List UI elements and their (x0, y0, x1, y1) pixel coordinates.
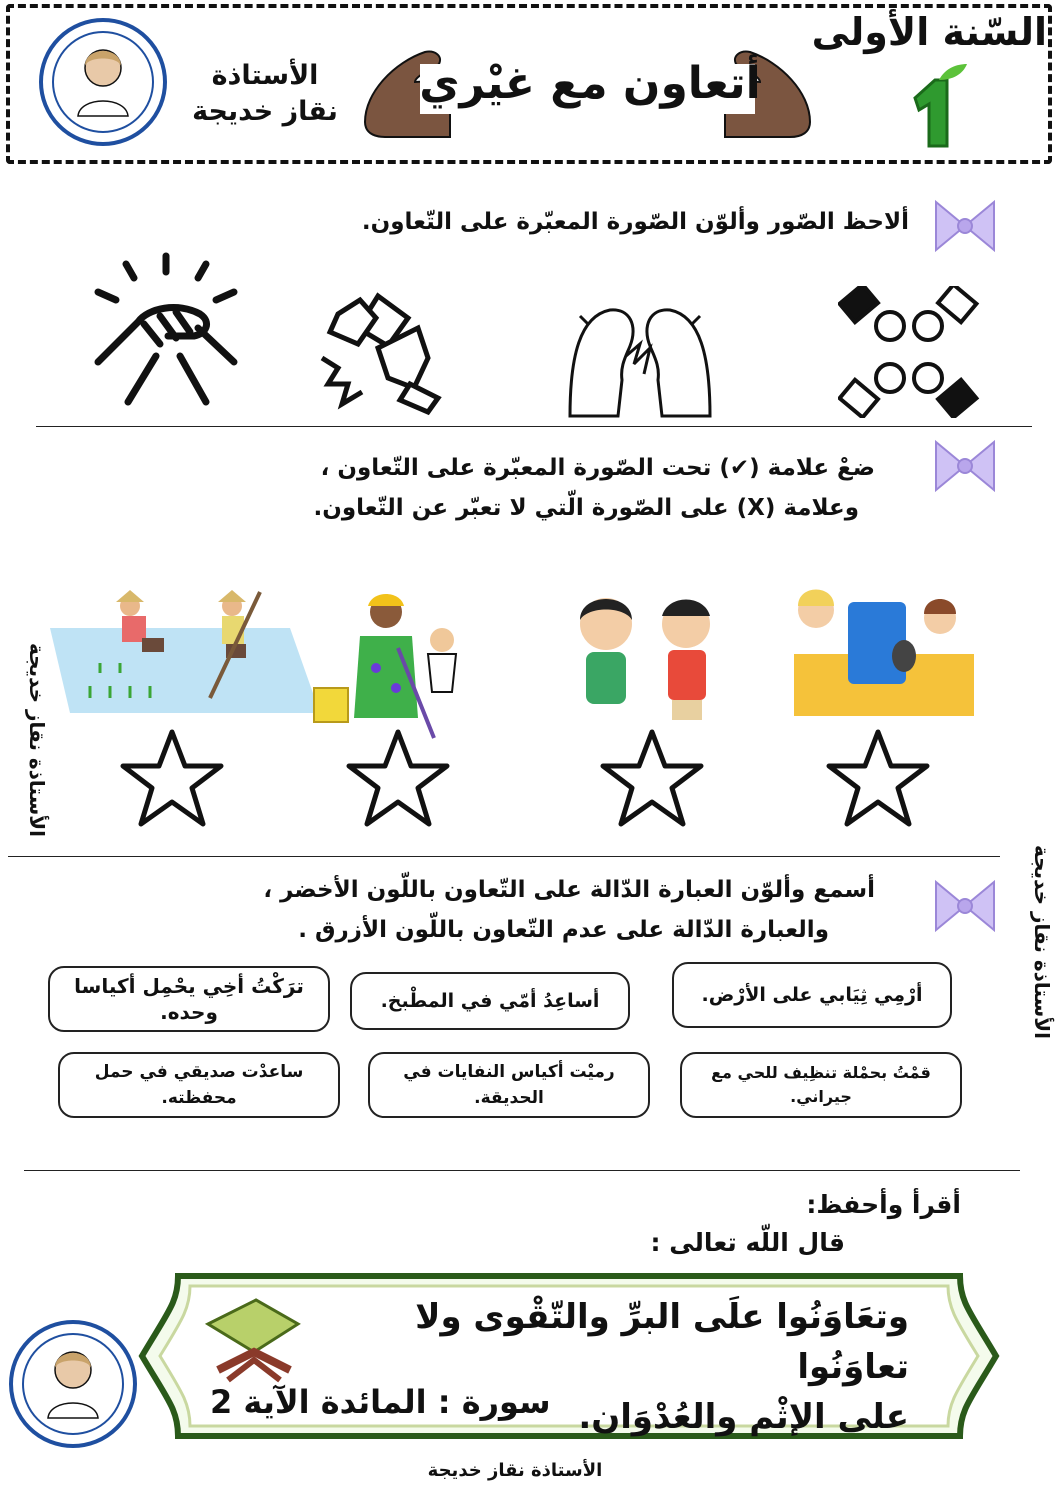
answer-star-1[interactable] (118, 726, 226, 830)
instruction-listen-color (175, 870, 875, 950)
instruction-listen-line2: والعبارة الدّالة على عدم التّعاون باللّون الأزرق . (298, 917, 829, 943)
children-arguing-picture (564, 586, 726, 744)
recycling-kids-picture (792, 584, 974, 718)
ribbon-bow-icon (932, 876, 998, 936)
side-watermark-left: الأستاذة نقاز خديجة (25, 642, 50, 838)
fighting-fists-icon (318, 288, 458, 418)
answer-star-2[interactable] (344, 726, 452, 830)
divider-3 (24, 1170, 1020, 1171)
instruction-mark (175, 448, 875, 528)
phrase-box-1[interactable]: أرْمِي ثِيَابي على الأرْض. (672, 962, 952, 1028)
teacher-fullname: نقاز خديجة (192, 96, 338, 127)
allah-says-label: قال اللّه تعالى : (650, 1228, 845, 1257)
instruction-listen-line1: أسمع وألوّن العبارة الدّالة على التّعاون باللّون الأخضر ، (263, 877, 875, 903)
rice-planting-picture (30, 588, 320, 718)
instruction-mark-line2: وعلامة (X) على الصّورة الّتي لا تعبّر عن التّعاون. (313, 495, 859, 521)
quran-verse-line1: وتعَاوَنُوا علَى البرِّ والتّقْوى ولا تعاوَنُوا (415, 1297, 909, 1387)
footer-teacher: الأستاذة نقاز خديجة (427, 1460, 603, 1481)
handshake-icon (88, 252, 248, 412)
teacher-seal-logo-bottom (8, 1318, 138, 1450)
quran-stand-icon (198, 1294, 308, 1384)
school-year: السّنة الأولى (811, 10, 1047, 54)
ribbon-bow-icon (932, 196, 998, 256)
teacher-seal-logo (38, 16, 168, 148)
cleaning-together-picture (306, 588, 484, 746)
connected-hands-icon (838, 286, 980, 418)
arguing-people-icon (560, 296, 720, 426)
teacher-name (170, 58, 360, 130)
answer-star-4[interactable] (824, 726, 932, 830)
lesson-title: أتعاون مع غيْري (419, 58, 761, 109)
divider-2 (8, 856, 1000, 857)
divider-1 (36, 426, 1032, 427)
instruction-observe: ألاحظ الصّور وألوّن الصّورة المعبّرة على التّعاون. (361, 209, 909, 235)
phrase-box-3[interactable]: ترَكْتُ أخِي يحْمِل أكياسا وحده. (48, 966, 330, 1032)
instruction-mark-line1: ضعْ علامة (✔) تحت الصّورة المعبّرة على التّعاون ، (320, 455, 875, 481)
phrase-box-2[interactable]: أساعِدُ أمّي في المطْبخ. (350, 972, 630, 1030)
surah-reference: سورة : المائدة الآية 2 (210, 1383, 551, 1421)
grade-one-icon (895, 58, 975, 154)
teacher-title: الأستاذة (211, 60, 319, 91)
ribbon-bow-icon (932, 436, 998, 496)
answer-star-3[interactable] (598, 726, 706, 830)
side-watermark-right: الأستاذة نقاز خديجة (1030, 844, 1055, 1040)
phrase-box-5[interactable]: رميْت أكياس النفايات في الحديقة. (368, 1052, 650, 1118)
phrase-box-4[interactable]: قمْتُ بحمْلة تنظِيف للحي مع جيراني. (680, 1052, 962, 1118)
read-memorize-label: أقرأ وأحفظ: (806, 1190, 961, 1219)
phrase-box-6[interactable]: ساعدْت صديقي في حمل محفظته. (58, 1052, 340, 1118)
quran-verse-line2: على الإثْم والعُدْوَان. (578, 1397, 909, 1437)
